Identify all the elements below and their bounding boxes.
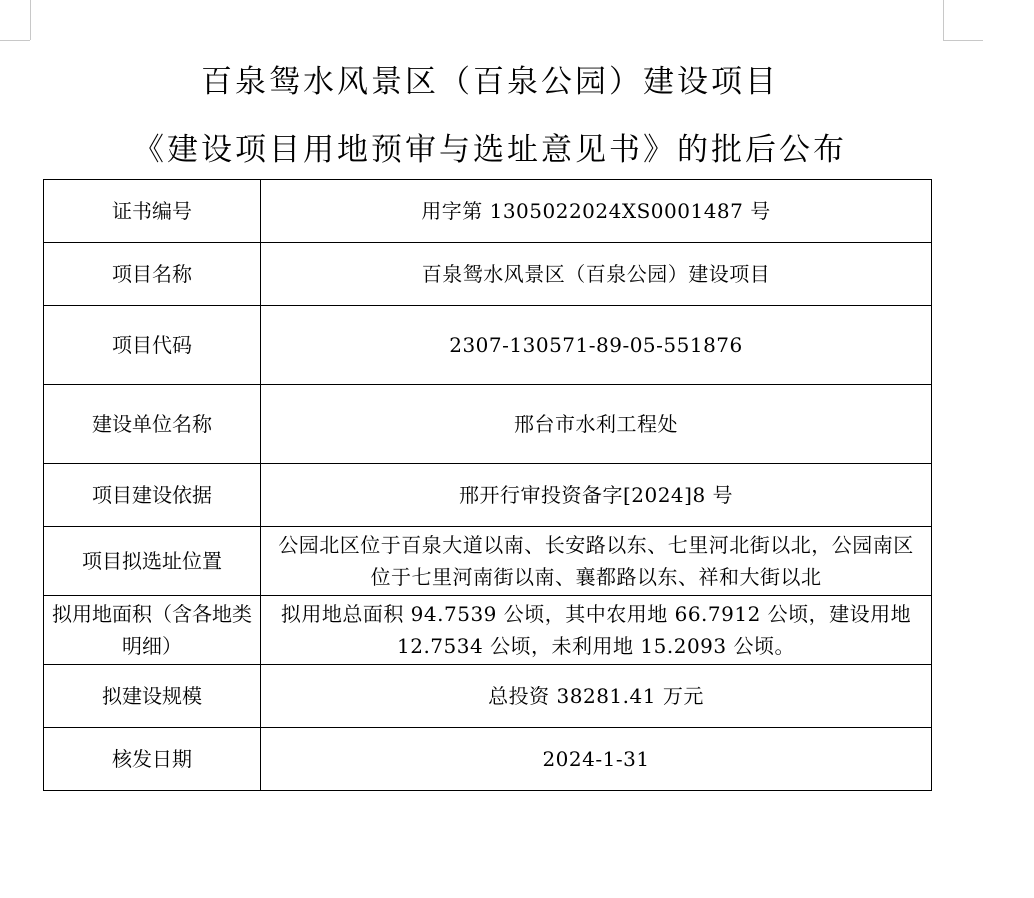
row-value: 总投资 38281.41 万元 (261, 665, 932, 728)
info-table (43, 179, 932, 791)
row-value: 2024-1-31 (261, 728, 932, 791)
row-value: 百泉鸳水风景区（百泉公园）建设项目 (261, 243, 932, 306)
table-row-land-area (44, 596, 932, 665)
row-value: 2307-130571-89-05-551876 (261, 306, 932, 385)
document-title-line-1: 百泉鸳水风景区（百泉公园）建设项目 (201, 64, 779, 100)
row-label: 核发日期 (44, 728, 261, 791)
table-row-scale (44, 665, 932, 728)
document-title-line-2: 《建设项目用地预审与选址意见书》的批后公布 (133, 132, 847, 168)
row-value: 公园北区位于百泉大道以南、长安路以东、七里河北街以北，公园南区位于七里河南街以南、襄都路以东、祥和大街以北 (261, 527, 932, 596)
table-row-location (44, 527, 932, 596)
row-label: 项目建设依据 (44, 464, 261, 527)
row-label: 项目拟选址位置 (44, 527, 261, 596)
table-row-certificate-number (44, 180, 932, 243)
table-row-issue-date (44, 728, 932, 791)
row-value: 邢开行审投资备字[2024]8 号 (261, 464, 932, 527)
row-value: 拟用地总面积 94.7539 公顷，其中农用地 66.7912 公顷，建设用地 12.7534 公顷，未利用地 15.2093 公顷。 (261, 596, 932, 665)
row-label: 拟建设规模 (44, 665, 261, 728)
row-label: 建设单位名称 (44, 385, 261, 464)
crop-mark-top-right (943, 0, 944, 40)
row-label: 项目名称 (44, 243, 261, 306)
table-row-project-name (44, 243, 932, 306)
crop-mark-top-right-horizontal (943, 40, 983, 41)
table-row-project-code (44, 306, 932, 385)
row-label: 证书编号 (44, 180, 261, 243)
row-label: 拟用地面积（含各地类明细） (44, 596, 261, 665)
crop-mark-top-left-horizontal (0, 40, 30, 41)
row-value: 用字第 1305022024XS0001487 号 (261, 180, 932, 243)
table-row-construction-unit (44, 385, 932, 464)
table-row-basis (44, 464, 932, 527)
crop-mark-top-left (30, 0, 31, 40)
row-value: 邢台市水利工程处 (261, 385, 932, 464)
row-label: 项目代码 (44, 306, 261, 385)
